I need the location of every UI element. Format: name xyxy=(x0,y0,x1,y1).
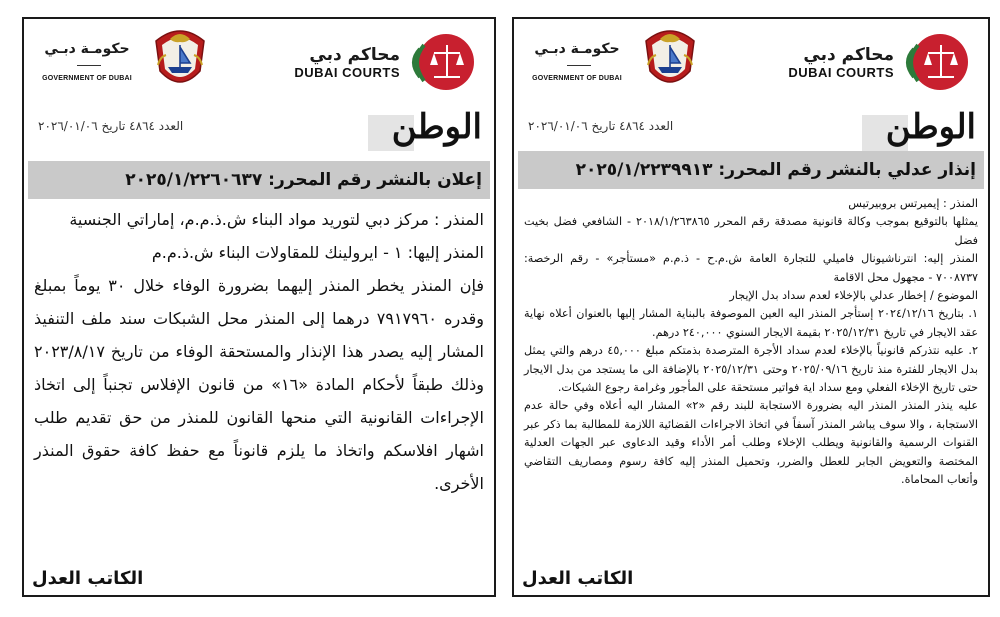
paragraph: فإن المنذر يخطر المنذر إليهما بضرورة الوفاء خلال ٣٠ يوماً بمبلغ وقدره ٧٩١٧٩٦٠ درهما إلى المنذر محل الشبكات سند ملف التنفيذ المشار إليه يصدر هذا الإنذار والمستحقة الوفاء من تاريخ ٢٠٢٣/٨/١٧ وذلك طبقاً لأحكام المادة «١٦» من قانون الإفلاس تجنباً إلى اتخاذ الإجراءات القانونية التي منحها القانون للمنذر من حق تقديم طلب اشهار افلاسكم واتخاذ ما يلزم قانوناً مع حفظ كافة حقوق المنذر الأخرى. xyxy=(34,276,485,493)
dubai-courts-logo-text xyxy=(294,45,400,80)
court-name-en: DUBAI COURTS xyxy=(788,65,894,80)
government-of-dubai-logo xyxy=(522,41,632,82)
dubai-emblem-icon xyxy=(148,27,212,95)
dubai-courts-logo-text xyxy=(788,45,894,80)
header-logos xyxy=(522,27,980,99)
paragraph: المنذر إليها: ١ - ايرولينك للمقاولات البناء ش.ذ.م.م xyxy=(151,243,484,262)
court-name-en: DUBAI COURTS xyxy=(294,65,400,80)
court-name-ar: محاكم دبي xyxy=(309,45,400,65)
paragraph: يمثلها بالتوقيع بموجب وكالة قانونية مصدقة رقم المحرر ٢٠١٨/١/٢٦٣٨٦٥ - الشافعي فضل بخيت فضل xyxy=(524,215,978,247)
paragraph: المنذر : مركز دبي لتوريد مواد البناء ش.ذ.م.م، إماراتي الجنسية xyxy=(69,210,484,229)
gov-name-ar: حكومـة دبـي xyxy=(44,41,130,57)
notice-title: إنذار عدلي بالنشر رقم المحرر: ٢٠٢٥/١/٢٢٣٩٩١٣ xyxy=(518,151,984,189)
notary-signature: الكاتب العدل xyxy=(32,568,144,589)
government-of-dubai-logo xyxy=(32,41,142,82)
issue-number-date: العدد ٤٨٦٤ تاريخ ٢٠٢٦/٠١/٠٦ xyxy=(38,119,184,133)
notice-body xyxy=(524,195,978,490)
notice-right xyxy=(512,17,990,597)
paragraph: عليه ينذر المنذر المنذر اليه بضرورة الاستجابة للبند رقم «٢» المشار اليه أعلاه وفي حالة عدم الاستجابة ، والا سوف يباشر المنذر آسفاً في اتخاذ الاجراءات القضائية اللازمة للمطالبة بما ذكر عبر القنوات الرسمية والقانونية ويطلب الإخلاء وطلب أمر الأداء وقيد الدعاوى عبر الجهات العدلية المختصة والتعويض الجابر للعطل والضرر، وتحميل المنذر إليه كافة رسوم ومصاريف التقاضي وأتعاب المحاماة. xyxy=(524,399,978,487)
newspaper-logo: الوطن xyxy=(391,107,482,147)
paragraph: المنذر : إيميرتس بروبيرتيس xyxy=(848,197,978,210)
notice-left xyxy=(22,17,496,597)
paragraph: الموضوع / إخطار عدلي بالإخلاء لعدم سداد بدل الإيجار xyxy=(729,289,978,303)
notary-signature: الكاتب العدل xyxy=(522,568,634,589)
newspaper-logo: الوطن xyxy=(885,107,976,147)
gov-name-en: GOVERNMENT OF DUBAI xyxy=(532,75,622,82)
header-logos xyxy=(32,27,486,99)
dubai-courts-scales-icon xyxy=(404,31,480,93)
paragraph: ٢. عليه نتذركم قانونياً بالإخلاء لعدم سداد الأجرة المترصدة بذمتكم مبلغ ٤٥,٠٠٠ درهم والتي يمثل بدل الايجار للفترة منذ تاريخ ٢٠٢٥/٠٩/١٦ وحتى ٢٠٢٥/١٢/٣١ بالإضافة الى ما يستجد من بدل الايجار حتى تاريخ الإخلاء الفعلي ومع سداد اية فواتير مستحقة على المأجور وغرامة رجوع الشيكات. xyxy=(524,344,978,395)
notice-title: إعلان بالنشر رقم المحرر: ٢٠٢٥/١/٢٢٦٠٦٣٧ xyxy=(28,161,490,199)
notice-body xyxy=(34,203,484,500)
gov-name-en: GOVERNMENT OF DUBAI xyxy=(42,75,132,82)
paragraph: ١. بتاريخ ٢٠٢٤/١٢/١٦ إستأجر المنذر اليه العين الموصوفة بالبناية المشار إليها بالعنوان أعلاه نهاية عقد الايجار في تاريخ ٢٠٢٥/١٢/٣١ بقيمة الايجار السنوي ٢٤٠,٠٠٠ درهم. xyxy=(524,307,978,339)
gov-name-ar: حكومـة دبـي xyxy=(534,41,620,57)
dubai-emblem-icon xyxy=(638,27,702,95)
dubai-courts-scales-icon xyxy=(898,31,974,93)
court-name-ar: محاكم دبي xyxy=(803,45,894,65)
issue-number-date: العدد ٤٨٦٤ تاريخ ٢٠٢٦/٠١/٠٦ xyxy=(528,119,674,133)
paragraph: المنذر إليه: انترناشيونال فاميلي للتجارة العامة ش.م.ح - ذ.م.م «مستأجر» - رقم الرخصة: ٧٠٠٨٧٣٧ - مجهول محل الاقامة xyxy=(524,252,978,284)
